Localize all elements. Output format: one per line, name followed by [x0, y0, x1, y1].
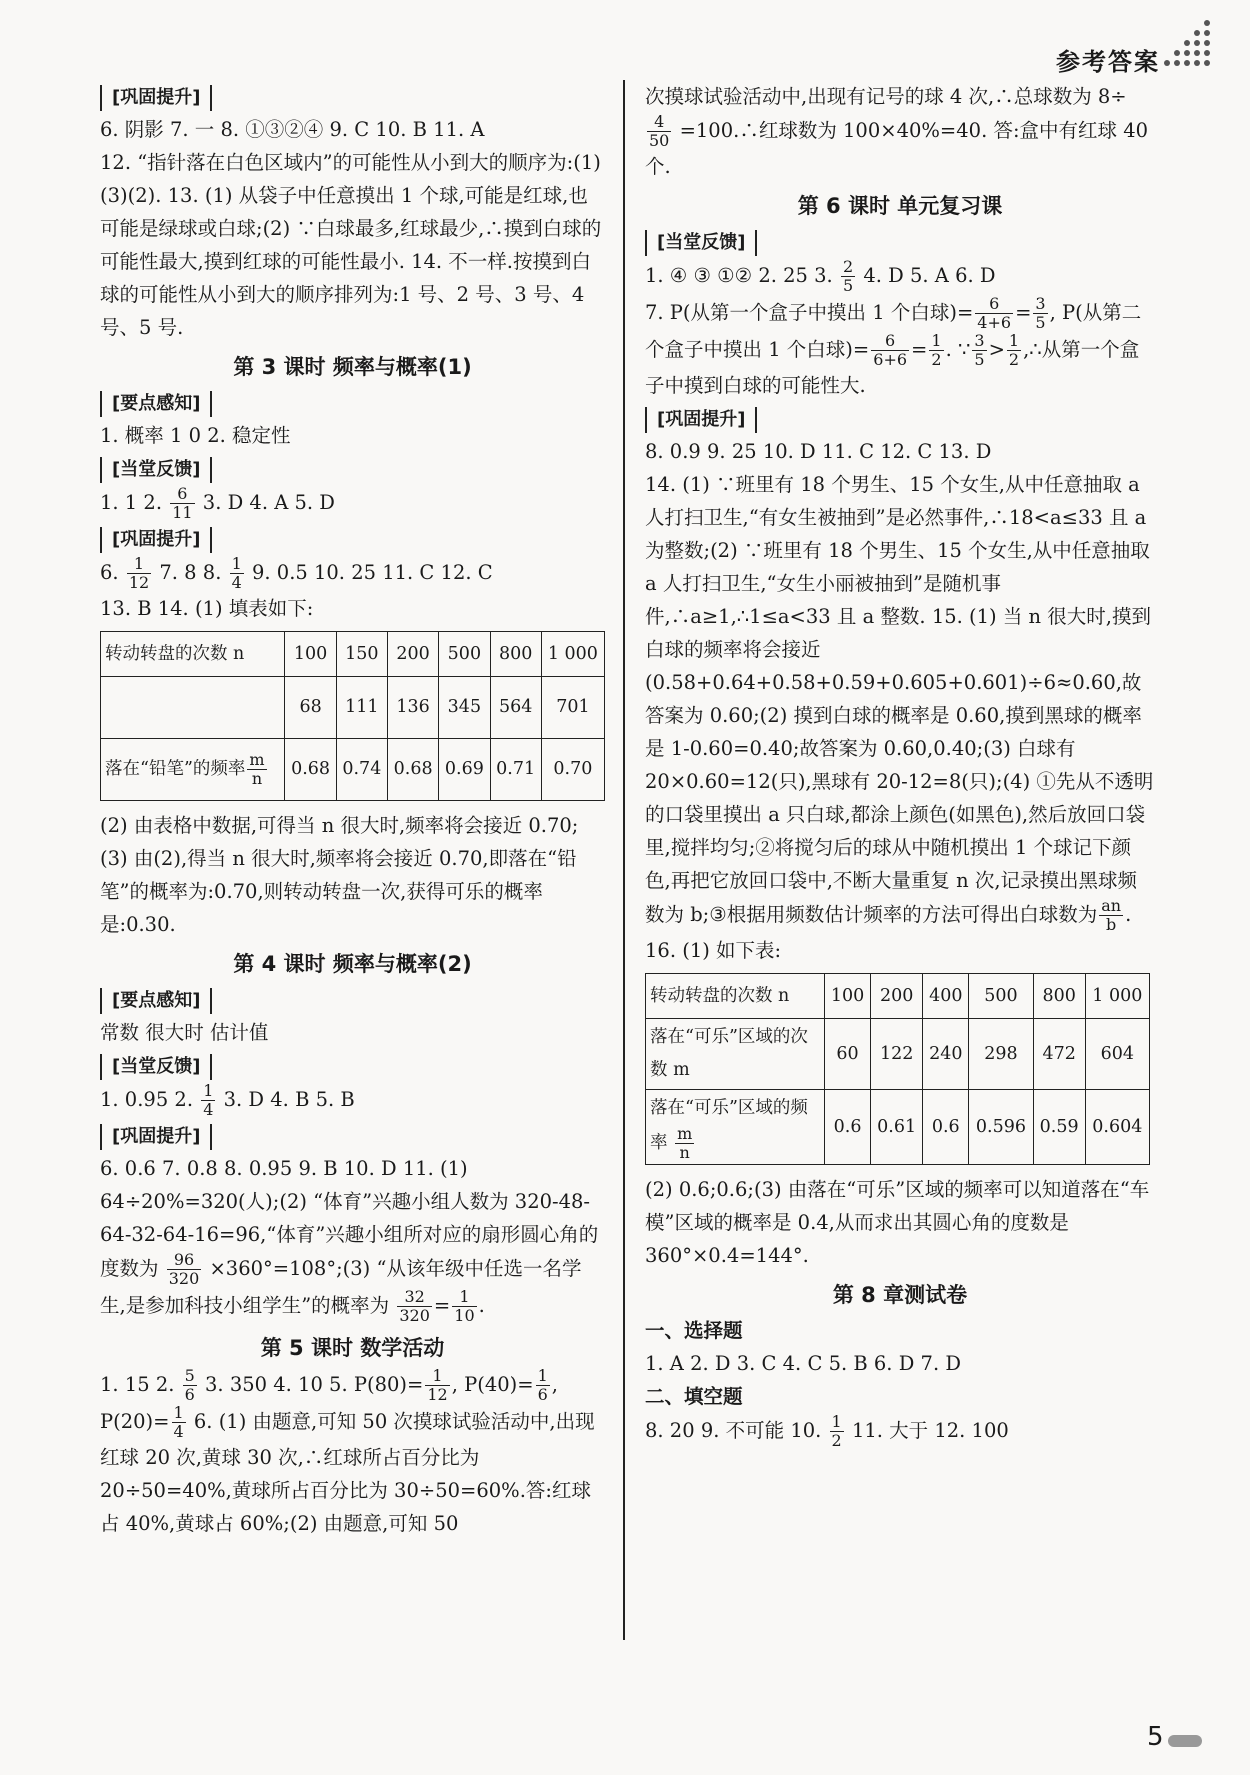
answer-line: 1. 概率 1 0 2. 稳定性 — [100, 424, 291, 447]
lesson-heading: 第 4 课时 频率与概率(2) — [233, 952, 472, 976]
answer-paragraph: (2) 0.6;0.6;(3) 由落在“可乐”区域的频率可以知道落在“车模”区域的概率是 0.4,从而求出其圆心角的度数是 360°×0.4=144°. — [645, 1178, 1150, 1267]
lesson-heading: 第 5 课时 数学活动 — [260, 1336, 445, 1360]
section-label: 一、选择题 — [645, 1319, 743, 1342]
right-column — [645, 80, 1155, 1450]
table-row: 落在“铅笔”的频率 $\frac{m}{n}$ 0.68 0.74 0.68 0.69 0.71 0.70 — [101, 739, 605, 801]
answer-line: 1. A 2. D 3. C 4. C 5. B 6. D 7. D — [645, 1352, 961, 1375]
answer-paragraph: 14. (1) ∵班里有 18 个男生、15 个女生,从中任意抽取 a 人打扫卫生,“有女生被抽到”是必然事件,∴18<a≤33 且 a 为整数;(2) ∵班里有 18 个男生、15 个女生,从中任意抽取 a 人打扫卫生,“女生小丽被抽到”是随机事件,∴a≥1,∴1≤a<33 且 a 整数. 15. (1) 当 n 很大时,摸到白球的频率将会接近(0.58+0.64+0.58+0.59+0.605+0.601)÷6≈0.60,故答案为 0.60;(2) 摸到白球的概率是 0.60,摸到黑球的概率是 1-0.60=0.40;故答案为 0.60,0.40;(3) 白球有 20×0.60=12(只),黑球有 20-12=8(只);(4) ①先从不透明的口袋里摸出 a 只白球,都涂上颜色(如黑色),然后放回口袋里,搅拌均匀;②将搅匀后的球从中随机摸出 1 个球记下颜色,再把它放回口袋中,不断大量重复 n 次,记录摸出黑球频数为 b;③根据用频数估计频率的方法可得出白球数为 $\frac{an}{b}$ . — [645, 473, 1154, 934]
section-tag: [当堂反馈] — [645, 230, 757, 256]
answer-line: 常数 很大时 估计值 — [100, 1021, 269, 1044]
answer-line: 16. (1) 如下表: — [645, 939, 782, 962]
table-row: 落在“可乐”区域的频率 $\frac{m}{n}$ 0.6 0.61 0.6 0.596 0.59 0.604 — [646, 1090, 1150, 1165]
answer-line: 1. 0.95 2. $\frac{1}{4}$ 3. D 4. B 5. B — [100, 1081, 355, 1119]
chapter-test-heading: 第 8 章测试卷 — [832, 1283, 968, 1307]
decorative-dots-icon — [1164, 20, 1210, 68]
table-row: 转动转盘的次数 n 100 150 200 500 800 1 000 — [101, 632, 605, 677]
section-tag: [当堂反馈] — [100, 1054, 212, 1080]
page-tab-icon — [1168, 1735, 1202, 1747]
section-tag: [当堂反馈] — [100, 457, 212, 483]
answer-line: 6. $\frac{1}{12}$ 7. 8 8. $\frac{1}{4}$ 9. 0.5 10. 25 11. C 12. C — [100, 554, 493, 592]
lesson-heading: 第 3 课时 频率与概率(1) — [233, 355, 472, 379]
section-tag: [要点感知] — [100, 988, 212, 1014]
section-tag: [巩固提升] — [645, 407, 757, 433]
table-row: 68 111 136 345 564 701 — [101, 677, 605, 739]
answer-line: 13. B 14. (1) 填表如下: — [100, 597, 314, 620]
section-tag: [巩固提升] — [100, 527, 212, 553]
table-row: 落在“可乐”区域的次数 m 60 122 240 298 472 604 — [646, 1019, 1150, 1090]
page-number: 5 — [1147, 1722, 1164, 1752]
answer-paragraph: 1. 15 2. $\frac{5}{6}$ 3. 350 4. 10 5. P(80)= $\frac{1}{12}$ , P(40)= $\frac{1}{6}$ , P(20)= $\frac{1}{4}$ 6. (1) 由题意,可知 50 次摸球试验活动中,出现红球 20 次,黄球 30 次,∴红球所占百分比为 20÷50=40%,黄球所占百分比为 30÷50=60%.答:红球占 40%,黄球占 60%;(2) 由题意,可知 50 — [100, 1366, 595, 1535]
answer-line: 8. 20 9. 不可能 10. $\frac{1}{2}$ 11. 大于 12. 100 — [645, 1412, 1009, 1450]
answer-paragraph: (2) 由表格中数据,可得当 n 很大时,频率将会接近 0.70;(3) 由(2),得当 n 很大时,频率将会接近 0.70,即落在“铅笔”的概率为:0.70,则转动转盘一次,获得可乐的概率是:0.30. — [100, 814, 579, 936]
answer-line: 6. 阴影 7. 一 8. ①③②④ 9. C 10. B 11. A — [100, 118, 485, 141]
table-row: 转动转盘的次数 n 100 200 400 500 800 1 000 — [646, 974, 1150, 1019]
data-table-cola — [645, 973, 1150, 1165]
data-table-pencil — [100, 631, 605, 801]
section-tag: [巩固提升] — [100, 85, 212, 111]
section-tag: [要点感知] — [100, 391, 212, 417]
answer-line: 1. ④ ③ ①② 2. 25 3. $\frac{2}{5}$ 4. D 5. A 6. D — [645, 257, 996, 295]
left-column — [100, 80, 605, 1540]
column-divider — [623, 80, 625, 1640]
answer-line: 8. 0.9 9. 25 10. D 11. C 12. C 13. D — [645, 440, 992, 463]
answer-paragraph: 7. P(从第一个盒子中摸出 1 个白球)= $\frac{6}{4+6}$ = $\frac{3}{5}$ , P(从第二个盒子中摸出 1 个白球)= $\frac{6}{6+6}$ = $\frac{1}{2}$ . ∵ $\frac{3}{5}$ > $\frac{1}{2}$ ,∴从第一个盒子中摸到白球的可能性大. — [645, 294, 1142, 397]
answer-paragraph: 6. 0.6 7. 0.8 8. 0.95 9. B 10. D 11. (1) 64÷20%=320(人);(2) “体育”兴趣小组人数为 320-48-64-32-64-16=96,“体育”兴趣小组所对应的扇形圆心角的度数为 $\frac{96}{320}$ ×360°=108°;(3) “从该年级中任选一名学生,是参加科技小组学生”的概率为 $\frac{32}{320}$ = $\frac{1}{10}$ . — [100, 1157, 599, 1325]
section-label: 二、填空题 — [645, 1385, 743, 1408]
answer-line: 1. 1 2. $\frac{6}{11}$ 3. D 4. A 5. D — [100, 484, 335, 522]
answer-paragraph: 次摸球试验活动中,出现有记号的球 4 次,∴总球数为 8÷ $\frac{4}{50}$ =100.∴红球数为 100×40%=40. 答:盒中有红球 40 个. — [645, 85, 1149, 178]
header-title: 参考答案 — [1056, 48, 1160, 76]
lesson-heading: 第 6 课时 单元复习课 — [797, 194, 1003, 218]
section-tag: [巩固提升] — [100, 1124, 212, 1150]
answer-paragraph: 12. “指针落在白色区域内”的可能性从小到大的顺序为:(1)(3)(2). 13. (1) 从袋子中任意摸出 1 个球,可能是红球,也可能是绿球或白球;(2) ∵白球最多,红球最少,∴摸到白球的可能性最大,摸到红球的可能性最小. 14. 不一样.按摸到白球的可能性从小到大的顺序排列为:1 号、2 号、3 号、4 号、5 号. — [100, 151, 602, 339]
